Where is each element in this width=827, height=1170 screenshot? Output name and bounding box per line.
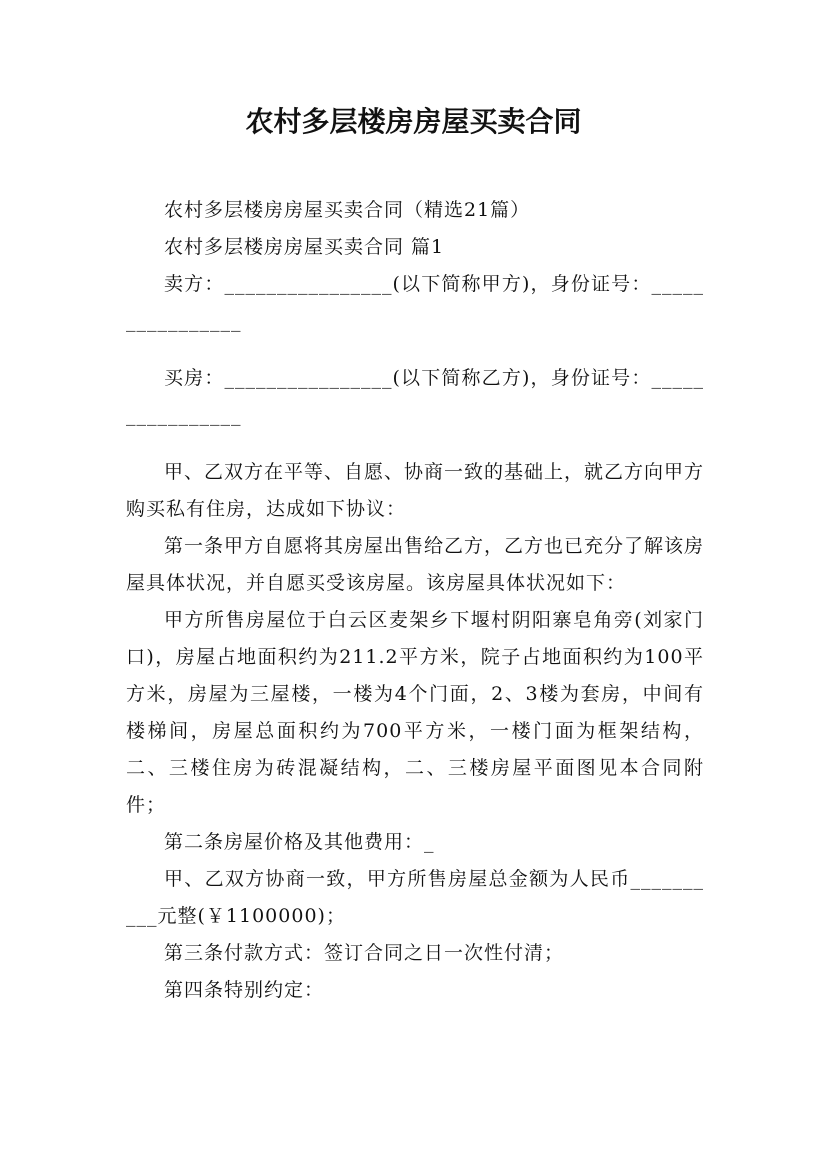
paragraph-price: 甲、乙双方协商一致，甲方所售房屋总金额为人民币__________元整(￥1100000)；	[126, 868, 704, 927]
paragraph-subtitle: 农村多层楼房房屋买卖合同（精选21篇）	[164, 199, 531, 221]
document-body	[126, 192, 704, 1009]
paragraph-agreement-intro: 甲、乙双方在平等、自愿、协商一致的基础上，就乙方向甲方购买私有住房，达成如下协议：	[126, 461, 705, 520]
paragraph-section-heading: 农村多层楼房房屋买卖合同 篇1	[164, 236, 445, 258]
paragraph-buyer: 买房：________________(以下简称乙方)，身份证号：________________	[126, 367, 704, 426]
paragraph-property-description: 甲方所售房屋位于白云区麦架乡下堰村阴阳寨皂角旁(刘家门口)，房屋占地面积约为211.2平方米，院子占地面积约为100平方米，房屋为三屋楼，一楼为4个门面，2、3楼为套房，中间有楼梯间，房屋总面积约为700平方米，一楼门面为框架结构，二、三楼住房为砖混凝结构，二、三楼房屋平面图见本合同附件；	[126, 609, 704, 816]
paragraph-seller: 卖方：________________(以下简称甲方)，身份证号：________________	[126, 273, 704, 332]
paragraph-article-3: 第三条付款方式：签订合同之日一次性付清；	[164, 942, 565, 964]
paragraph-article-4: 第四条特别约定：	[164, 979, 325, 1001]
document-title: 农村多层楼房房屋买卖合同	[245, 105, 582, 138]
paragraph-article-1: 第一条甲方自愿将其房屋出售给乙方，乙方也已充分了解该房屋具体状况，并自愿买受该房屋。该房屋具体状况如下：	[126, 535, 705, 594]
paragraph-article-2: 第二条房屋价格及其他费用：_	[164, 831, 435, 853]
